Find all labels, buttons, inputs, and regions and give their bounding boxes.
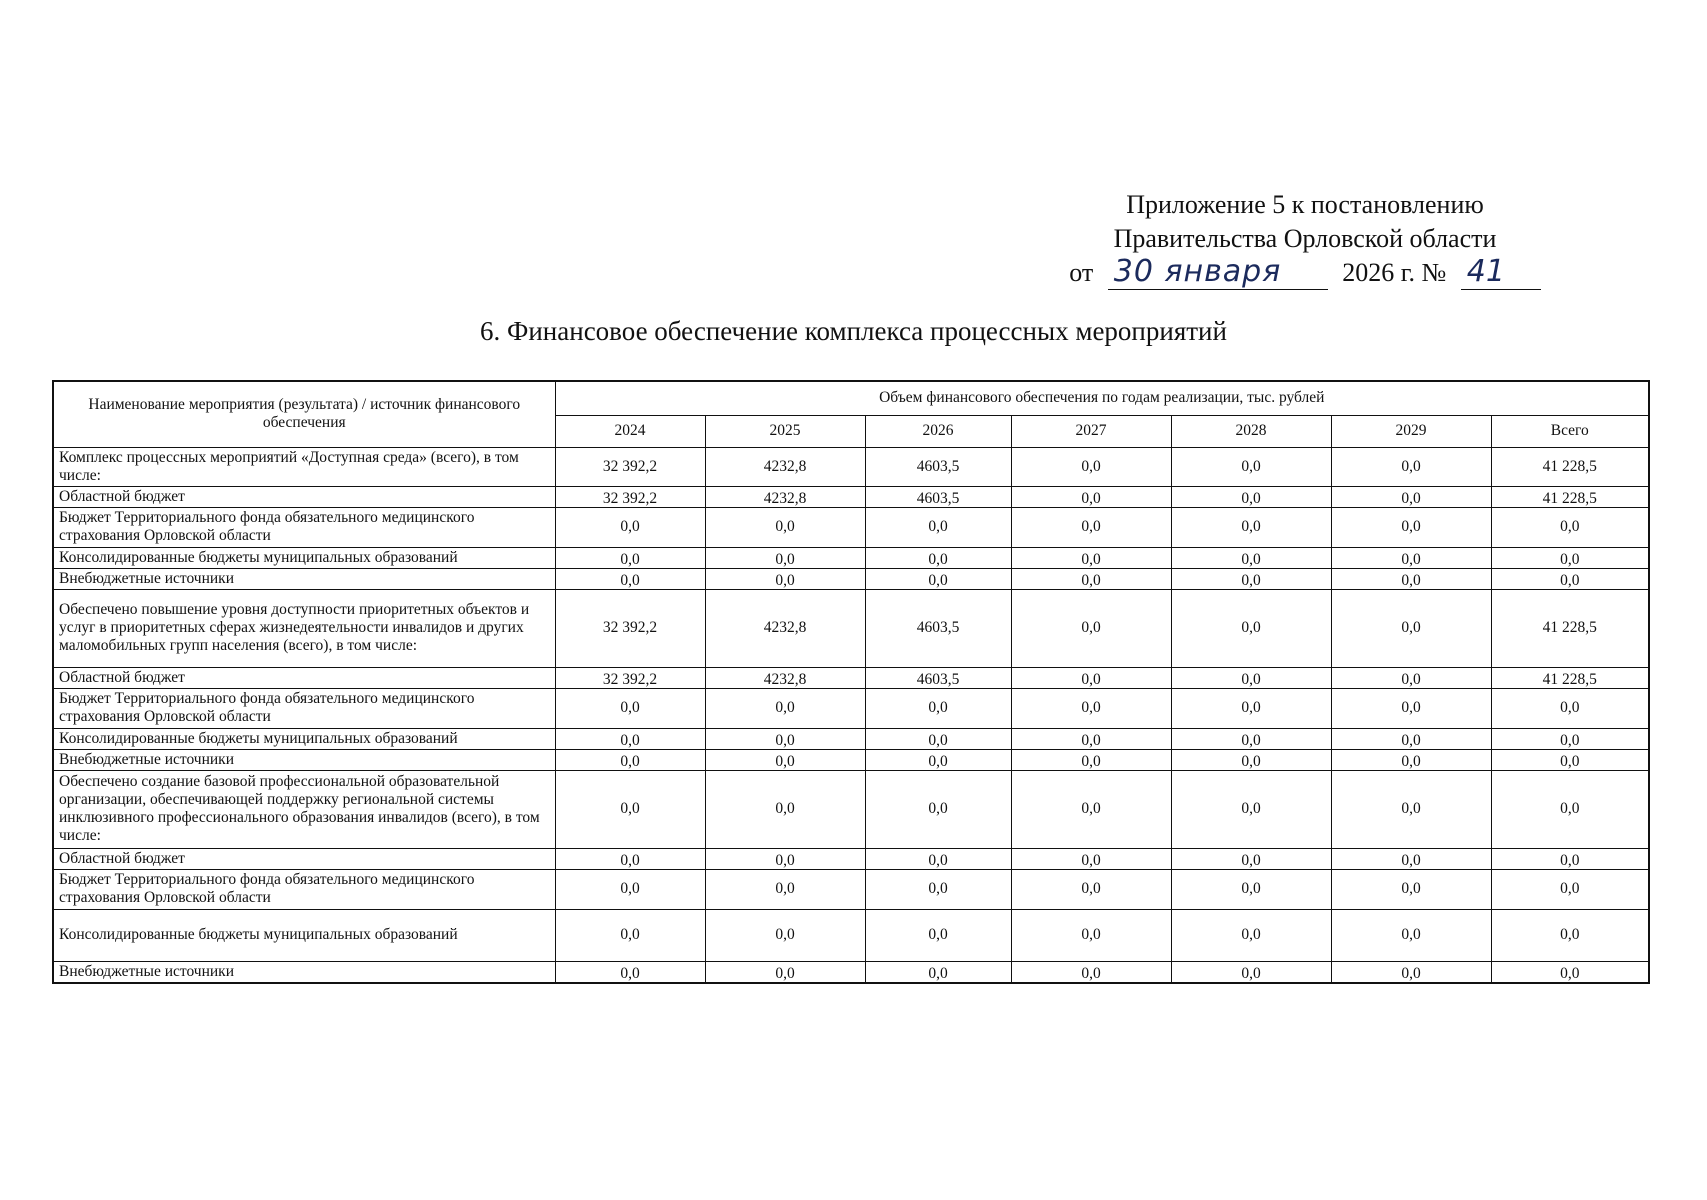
row-value: 0,0 bbox=[1171, 568, 1331, 589]
row-value: 0,0 bbox=[865, 728, 1011, 749]
row-value: 0,0 bbox=[865, 568, 1011, 589]
row-value: 0,0 bbox=[1011, 507, 1171, 547]
handwritten-date: 30 января bbox=[1108, 257, 1328, 290]
table-row bbox=[53, 447, 1649, 486]
row-value: 0,0 bbox=[1171, 667, 1331, 688]
row-name: Областной бюджет bbox=[53, 848, 555, 869]
row-value: 0,0 bbox=[705, 568, 865, 589]
row-value: 0,0 bbox=[1331, 507, 1491, 547]
row-value: 0,0 bbox=[1171, 589, 1331, 667]
year-header: 2024 bbox=[555, 415, 705, 447]
row-value: 4603,5 bbox=[865, 667, 1011, 688]
row-value: 0,0 bbox=[705, 869, 865, 909]
row-value: 0,0 bbox=[1491, 869, 1649, 909]
row-value: 0,0 bbox=[705, 507, 865, 547]
row-value: 0,0 bbox=[1171, 728, 1331, 749]
table-row bbox=[53, 507, 1649, 547]
row-value: 0,0 bbox=[1491, 507, 1649, 547]
row-value: 0,0 bbox=[705, 770, 865, 848]
row-value: 0,0 bbox=[1011, 547, 1171, 568]
row-value: 0,0 bbox=[1331, 848, 1491, 869]
row-value: 32 392,2 bbox=[555, 667, 705, 688]
row-value: 41 228,5 bbox=[1491, 667, 1649, 688]
row-name: Комплекс процессных мероприятий «Доступная среда» (всего), в том числе: bbox=[53, 447, 555, 486]
row-value: 0,0 bbox=[1011, 688, 1171, 728]
row-value: 0,0 bbox=[1171, 848, 1331, 869]
row-value: 0,0 bbox=[1011, 568, 1171, 589]
row-value: 4603,5 bbox=[865, 486, 1011, 507]
appendix-date-line bbox=[1060, 256, 1550, 290]
table-row bbox=[53, 568, 1649, 589]
row-value: 0,0 bbox=[1491, 909, 1649, 961]
section-title: 6. Финансовое обеспечение комплекса процессных мероприятий bbox=[480, 316, 1227, 346]
row-value: 0,0 bbox=[1331, 589, 1491, 667]
row-value: 0,0 bbox=[1331, 568, 1491, 589]
row-value: 0,0 bbox=[1011, 447, 1171, 486]
row-value: 4232,8 bbox=[705, 667, 865, 688]
row-value: 4232,8 bbox=[705, 447, 865, 486]
appendix-header bbox=[1060, 188, 1550, 290]
row-value: 0,0 bbox=[1331, 909, 1491, 961]
row-name: Внебюджетные источники bbox=[53, 749, 555, 770]
row-value: 0,0 bbox=[865, 688, 1011, 728]
row-value: 0,0 bbox=[555, 728, 705, 749]
row-value: 0,0 bbox=[1491, 749, 1649, 770]
row-name: Обеспечено создание базовой профессиональной образовательной организации, обеспечивающей поддержку региональной системы инклюзивного профессионального образования инвалидов (всего), в том числе: bbox=[53, 770, 555, 848]
year-header: 2027 bbox=[1011, 415, 1171, 447]
row-value: 0,0 bbox=[705, 909, 865, 961]
row-value: 0,0 bbox=[705, 688, 865, 728]
row-name: Консолидированные бюджеты муниципальных образований bbox=[53, 547, 555, 568]
row-value: 0,0 bbox=[705, 749, 865, 770]
row-value: 0,0 bbox=[1491, 568, 1649, 589]
row-value: 0,0 bbox=[1011, 667, 1171, 688]
table-row bbox=[53, 848, 1649, 869]
row-name: Бюджет Территориального фонда обязательного медицинского страхования Орловской области bbox=[53, 688, 555, 728]
row-value: 0,0 bbox=[555, 961, 705, 983]
row-value: 0,0 bbox=[1331, 961, 1491, 983]
year-header: 2026 bbox=[865, 415, 1011, 447]
row-value: 0,0 bbox=[1171, 547, 1331, 568]
row-value: 0,0 bbox=[555, 770, 705, 848]
financing-table bbox=[52, 380, 1650, 984]
row-value: 0,0 bbox=[705, 728, 865, 749]
row-value: 0,0 bbox=[1331, 770, 1491, 848]
row-value: 0,0 bbox=[1011, 848, 1171, 869]
row-name: Областной бюджет bbox=[53, 486, 555, 507]
row-value: 0,0 bbox=[1171, 507, 1331, 547]
table-row bbox=[53, 961, 1649, 983]
row-value: 4232,8 bbox=[705, 589, 865, 667]
row-value: 0,0 bbox=[865, 770, 1011, 848]
table-row bbox=[53, 589, 1649, 667]
row-value: 41 228,5 bbox=[1491, 486, 1649, 507]
row-value: 32 392,2 bbox=[555, 589, 705, 667]
row-value: 0,0 bbox=[1171, 447, 1331, 486]
row-value: 0,0 bbox=[1331, 869, 1491, 909]
name-column-header: Наименование мероприятия (результата) / источник финансового обеспечения bbox=[53, 381, 555, 447]
appendix-line-1: Приложение 5 к постановлению bbox=[1126, 190, 1484, 219]
row-value: 0,0 bbox=[555, 848, 705, 869]
row-value: 0,0 bbox=[1171, 909, 1331, 961]
table-row bbox=[53, 749, 1649, 770]
row-value: 0,0 bbox=[865, 749, 1011, 770]
row-name: Обеспечено повышение уровня доступности приоритетных объектов и услуг в приоритетных сферах жизнедеятельности инвалидов и других маломобильных групп населения (всего), в том числе: bbox=[53, 589, 555, 667]
row-name: Бюджет Территориального фонда обязательного медицинского страхования Орловской области bbox=[53, 869, 555, 909]
row-value: 0,0 bbox=[1331, 547, 1491, 568]
row-value: 4603,5 bbox=[865, 447, 1011, 486]
row-value: 0,0 bbox=[865, 869, 1011, 909]
year-header: 2025 bbox=[705, 415, 865, 447]
row-value: 0,0 bbox=[1171, 486, 1331, 507]
row-value: 0,0 bbox=[1331, 728, 1491, 749]
row-value: 0,0 bbox=[1491, 728, 1649, 749]
row-value: 0,0 bbox=[705, 848, 865, 869]
table-row bbox=[53, 667, 1649, 688]
row-value: 0,0 bbox=[1491, 848, 1649, 869]
row-name: Областной бюджет bbox=[53, 667, 555, 688]
row-name: Внебюджетные источники bbox=[53, 568, 555, 589]
table-row bbox=[53, 486, 1649, 507]
row-value: 0,0 bbox=[1011, 486, 1171, 507]
row-value: 0,0 bbox=[1011, 961, 1171, 983]
row-value: 0,0 bbox=[555, 568, 705, 589]
row-value: 0,0 bbox=[865, 507, 1011, 547]
row-value: 0,0 bbox=[865, 909, 1011, 961]
row-value: 0,0 bbox=[555, 909, 705, 961]
handwritten-number: 41 bbox=[1461, 257, 1541, 290]
row-value: 0,0 bbox=[1331, 749, 1491, 770]
year-number-label: 2026 г. № bbox=[1342, 258, 1447, 287]
row-value: 0,0 bbox=[1491, 688, 1649, 728]
appendix-line-2: Правительства Орловской области bbox=[1113, 224, 1497, 253]
row-value: 0,0 bbox=[555, 688, 705, 728]
financing-group-header: Объем финансового обеспечения по годам реализации, тыс. рублей bbox=[555, 381, 1649, 415]
row-name: Консолидированные бюджеты муниципальных образований bbox=[53, 909, 555, 961]
year-header: Всего bbox=[1491, 415, 1649, 447]
row-value: 41 228,5 bbox=[1491, 589, 1649, 667]
from-label: от bbox=[1069, 258, 1094, 287]
row-value: 0,0 bbox=[555, 507, 705, 547]
row-value: 0,0 bbox=[705, 547, 865, 568]
row-value: 32 392,2 bbox=[555, 486, 705, 507]
table-row bbox=[53, 547, 1649, 568]
row-name: Консолидированные бюджеты муниципальных образований bbox=[53, 728, 555, 749]
row-value: 0,0 bbox=[1011, 869, 1171, 909]
table-row bbox=[53, 869, 1649, 909]
row-value: 0,0 bbox=[1011, 589, 1171, 667]
row-value: 0,0 bbox=[1331, 447, 1491, 486]
row-name: Бюджет Территориального фонда обязательного медицинского страхования Орловской области bbox=[53, 507, 555, 547]
row-value: 0,0 bbox=[1331, 486, 1491, 507]
row-value: 0,0 bbox=[1171, 749, 1331, 770]
row-value: 0,0 bbox=[1011, 770, 1171, 848]
table-row bbox=[53, 688, 1649, 728]
row-value: 4232,8 bbox=[705, 486, 865, 507]
row-value: 0,0 bbox=[705, 961, 865, 983]
table-row bbox=[53, 770, 1649, 848]
row-value: 0,0 bbox=[1171, 688, 1331, 728]
row-value: 0,0 bbox=[1331, 667, 1491, 688]
row-value: 0,0 bbox=[1011, 909, 1171, 961]
row-value: 0,0 bbox=[1171, 961, 1331, 983]
table-row bbox=[53, 728, 1649, 749]
row-value: 0,0 bbox=[1491, 547, 1649, 568]
row-value: 0,0 bbox=[555, 869, 705, 909]
row-value: 0,0 bbox=[1491, 961, 1649, 983]
row-value: 0,0 bbox=[1491, 770, 1649, 848]
row-value: 0,0 bbox=[1011, 728, 1171, 749]
row-value: 0,0 bbox=[1011, 749, 1171, 770]
row-value: 0,0 bbox=[555, 547, 705, 568]
row-value: 0,0 bbox=[1331, 688, 1491, 728]
year-header: 2028 bbox=[1171, 415, 1331, 447]
row-value: 32 392,2 bbox=[555, 447, 705, 486]
row-value: 0,0 bbox=[865, 547, 1011, 568]
year-header: 2029 bbox=[1331, 415, 1491, 447]
row-value: 41 228,5 bbox=[1491, 447, 1649, 486]
table-row bbox=[53, 909, 1649, 961]
row-name: Внебюджетные источники bbox=[53, 961, 555, 983]
row-value: 0,0 bbox=[865, 848, 1011, 869]
row-value: 0,0 bbox=[1171, 869, 1331, 909]
row-value: 4603,5 bbox=[865, 589, 1011, 667]
row-value: 0,0 bbox=[555, 749, 705, 770]
row-value: 0,0 bbox=[1171, 770, 1331, 848]
row-value: 0,0 bbox=[865, 961, 1011, 983]
